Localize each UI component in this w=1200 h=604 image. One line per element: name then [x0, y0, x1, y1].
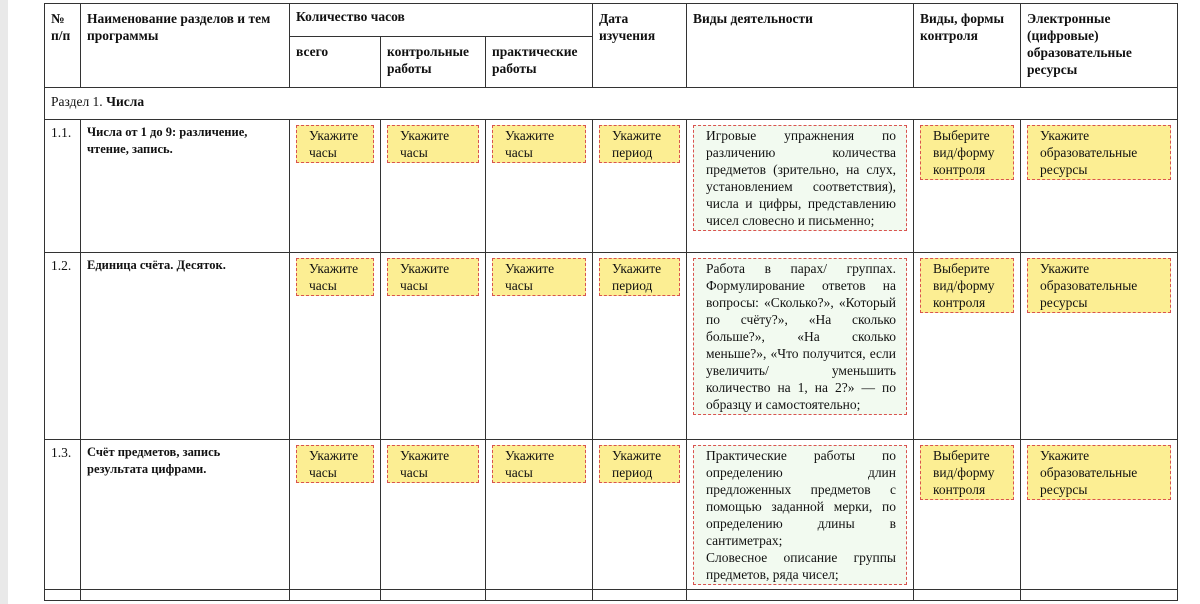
hours-practical-field[interactable]: Укажите часы — [492, 445, 586, 483]
header-control-forms: Виды, формы контроля — [914, 4, 1021, 88]
cell-hours-total — [290, 440, 381, 590]
section-title — [45, 88, 1178, 120]
section-prefix: Раздел 1. — [51, 94, 103, 109]
stub-cell — [1021, 590, 1178, 601]
activities-text: Практические работы по определению длин предложенных предметов с помощью заданной мерки, по определению длины в сантиметрах; — [706, 448, 896, 548]
activities-field[interactable]: Игровые упражнения по различению количества предметов (зрительно, на слух, установлением соответствия), числа и цифры, представлению чисел словесно и письменно; — [693, 125, 907, 231]
row-title: Счёт предметов, запись результата цифрами. — [81, 440, 290, 590]
cell-hours-control — [381, 120, 486, 253]
activities-field[interactable] — [693, 445, 907, 585]
hours-total-field[interactable]: Укажите часы — [296, 445, 374, 483]
stub-cell — [687, 590, 914, 601]
stub-cell — [290, 590, 381, 601]
header-activities: Виды деятельности — [687, 4, 914, 88]
activities-text-extra: Словесное описание группы предметов, ряда чисел; — [706, 550, 896, 582]
header-hours: Количество часов — [290, 4, 593, 37]
cell-date — [593, 253, 687, 440]
cell-activities — [687, 120, 914, 253]
resources-field[interactable]: Укажите образовательные ресурсы — [1027, 445, 1171, 500]
section-row — [45, 88, 1178, 120]
program-table — [44, 3, 1178, 601]
header-title: Наименование разделов и тем программы — [81, 4, 290, 88]
hours-control-field[interactable]: Укажите часы — [387, 125, 479, 163]
hours-control-field[interactable]: Укажите часы — [387, 445, 479, 483]
stub-cell — [381, 590, 486, 601]
header-num: № п/п — [45, 4, 81, 88]
table-row — [45, 440, 1178, 590]
cell-activities — [687, 253, 914, 440]
table-row — [45, 253, 1178, 440]
hours-practical-field[interactable]: Укажите часы — [492, 125, 586, 163]
cell-hours-total — [290, 253, 381, 440]
row-num: 1.1. — [45, 120, 81, 253]
control-form-select[interactable]: Выберите вид/форму контроля — [920, 125, 1014, 180]
page-left-rail — [0, 0, 8, 604]
header-date: Дата изучения — [593, 4, 687, 88]
control-form-select[interactable]: Выберите вид/форму контроля — [920, 258, 1014, 313]
header-hours-control: контрольные работы — [381, 37, 486, 88]
row-num: 1.3. — [45, 440, 81, 590]
table-header-row — [45, 4, 1178, 37]
section-name: Числа — [106, 94, 145, 109]
header-resources: Электронные (цифровые) образовательные ресурсы — [1021, 4, 1178, 88]
cell-hours-practical — [486, 120, 593, 253]
hours-total-field[interactable]: Укажите часы — [296, 258, 374, 296]
control-form-select[interactable]: Выберите вид/форму контроля — [920, 445, 1014, 500]
cell-activities — [687, 440, 914, 590]
cell-date — [593, 120, 687, 253]
cell-resources — [1021, 120, 1178, 253]
period-field[interactable]: Укажите период — [599, 445, 680, 483]
header-hours-practical: практические работы — [486, 37, 593, 88]
row-num: 1.2. — [45, 253, 81, 440]
hours-total-field[interactable]: Укажите часы — [296, 125, 374, 163]
cell-date — [593, 440, 687, 590]
table-row-partial — [45, 590, 1178, 601]
stub-cell — [593, 590, 687, 601]
hours-control-field[interactable]: Укажите часы — [387, 258, 479, 296]
stub-cell — [914, 590, 1021, 601]
header-hours-total: всего — [290, 37, 381, 88]
period-field[interactable]: Укажите период — [599, 258, 680, 296]
stub-cell — [45, 590, 81, 601]
row-title: Числа от 1 до 9: различение, чтение, запись. — [81, 120, 290, 253]
cell-resources — [1021, 253, 1178, 440]
row-title: Единица счёта. Десяток. — [81, 253, 290, 440]
cell-hours-practical — [486, 440, 593, 590]
hours-practical-field[interactable]: Укажите часы — [492, 258, 586, 296]
cell-hours-total — [290, 120, 381, 253]
cell-hours-practical — [486, 253, 593, 440]
period-field[interactable]: Укажите период — [599, 125, 680, 163]
resources-field[interactable]: Укажите образовательные ресурсы — [1027, 125, 1171, 180]
cell-control — [914, 253, 1021, 440]
cell-resources — [1021, 440, 1178, 590]
cell-hours-control — [381, 440, 486, 590]
stub-cell — [81, 590, 290, 601]
activities-field[interactable]: Работа в парах/ группах. Формулирование ответов на вопросы: «Сколько?», «Который по счёту?», «На сколько больше?», «На сколько меньше?», «Что получится, если увеличить/ уменьшить количество на 1, на 2?» — по образцу и самостоятельно; — [693, 258, 907, 415]
cell-control — [914, 120, 1021, 253]
table-row — [45, 120, 1178, 253]
resources-field[interactable]: Укажите образовательные ресурсы — [1027, 258, 1171, 313]
cell-hours-control — [381, 253, 486, 440]
cell-control — [914, 440, 1021, 590]
stub-cell — [486, 590, 593, 601]
